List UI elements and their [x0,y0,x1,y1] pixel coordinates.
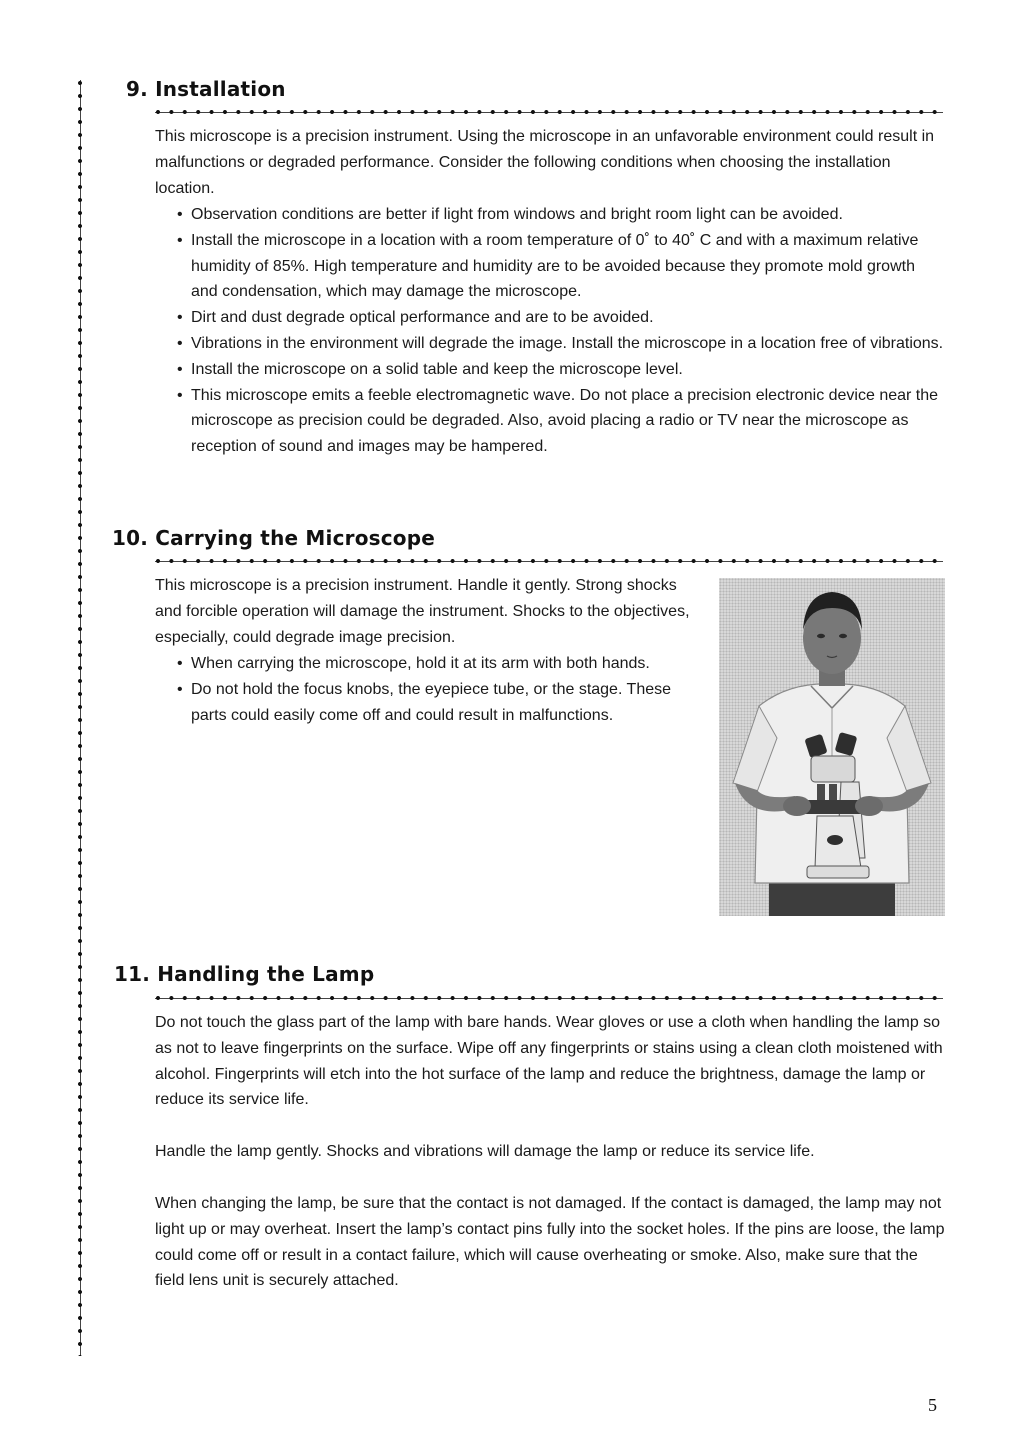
section-divider [155,995,943,1001]
installation-bullet-list [177,202,945,460]
lamp-paragraph-gentle: Handle the lamp gently. Shocks and vibrations will damage the lamp or reduce its service life. [155,1143,815,1160]
list-item: • Do not hold the focus knobs, the eyepiece tube, or the stage. These parts could easily come off and could result in malfunctions. [177,677,701,729]
carrying-microscope-photo [719,578,945,916]
list-item: • When carrying the microscope, hold it at its arm with both hands. [177,651,701,677]
lamp-paragraph-changing: When changing the lamp, be sure that the contact is not damaged. If the contact is damaged, the lamp may not light up or may overheat. Insert the lamp’s contact pins fully into the socket holes. If the pins are loose, the lamp could come off or result in a contact failure, which will cause overheating or smoke. Also, make sure that the field lens unit is securely attached. [155,1195,945,1290]
list-item: • Observation conditions are better if light from windows and bright room light can be avoided. [177,202,945,228]
section-heading-carrying: 10. Carrying the Microscope [112,526,436,550]
carrying-intro-paragraph: This microscope is a precision instrument. Handle it gently. Strong shocks and forcible operation will damage the instrument. Shocks to the objectives, especially, could degrade image precision. [155,577,690,646]
page-number: 5 [928,1395,937,1415]
installation-intro-paragraph: This microscope is a precision instrument. Using the microscope in an unfavorable environment could result in malfunctions or degraded performance. Consider the following conditions when choosing the installation location. [155,128,935,197]
list-item: • This microscope emits a feeble electromagnetic wave. Do not place a precision electronic device near the microscope as precision could be degraded. Also, avoid placing a radio or TV near the microscope as reception of sound and images may be hampered. [177,383,945,460]
person-holding-microscope-illustration [719,578,945,916]
list-item: • Install the microscope in a location with a room temperature of 0˚ to 40˚ C and with a maximum relative humidity of 85%. High temperature and humidity are to be avoided because they promote mold growth and condensation, which may damage the microscope. [177,228,945,305]
section-divider [155,558,943,564]
section-heading-installation: 9. Installation [126,77,286,101]
list-item: • Dirt and dust degrade optical performance and are to be avoided. [177,305,945,331]
section-heading-lamp: 11. Handling the Lamp [114,962,375,986]
list-item: • Vibrations in the environment will degrade the image. Install the microscope in a location free of vibrations. [177,331,945,357]
carrying-bullet-list [177,651,701,728]
margin-dotted-rule [77,80,83,1356]
list-item: • Install the microscope on a solid table and keep the microscope level. [177,357,945,383]
section-divider [155,109,943,115]
lamp-paragraph-glass: Do not touch the glass part of the lamp with bare hands. Wear gloves or use a cloth when handling the lamp so as not to leave fingerprints on the surface. Wipe off any fingerprints or stains using a clean cloth moistened with alcohol. Fingerprints will etch into the hot surface of the lamp and reduce the brightness, damage the lamp or reduce its service life. [155,1014,943,1109]
